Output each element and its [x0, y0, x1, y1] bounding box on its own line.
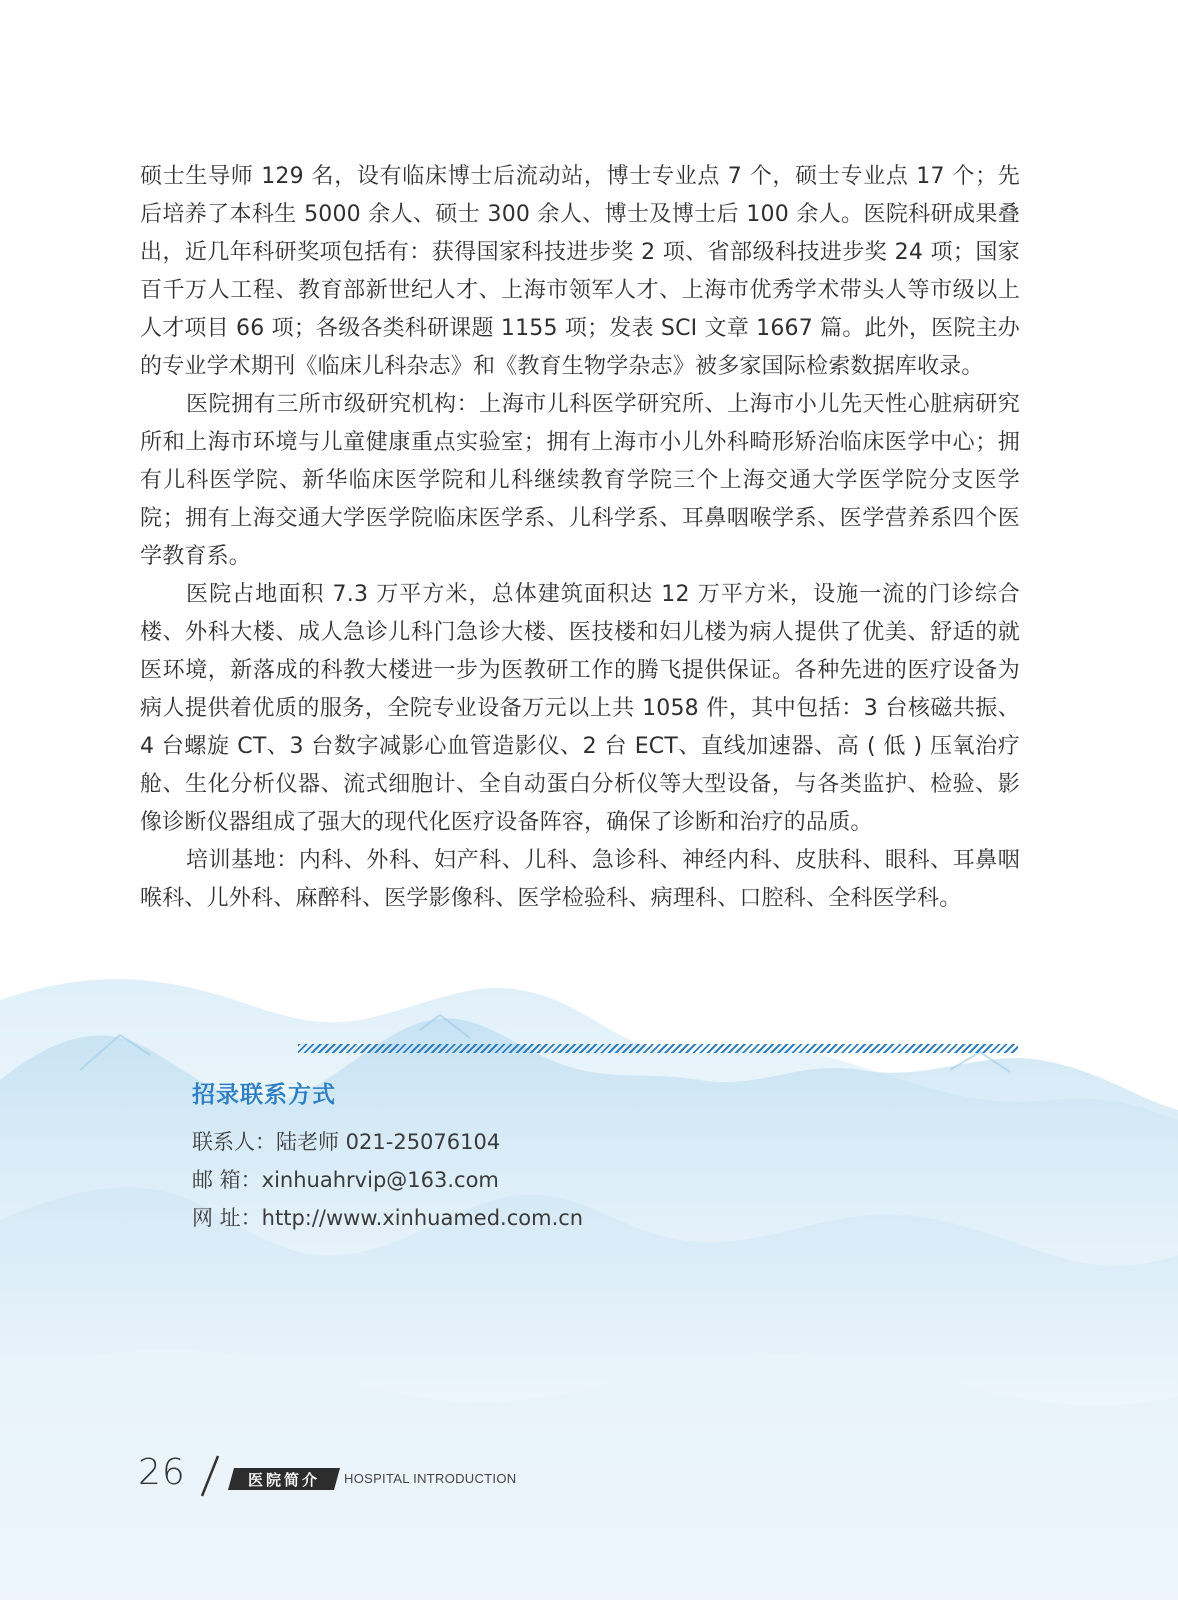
contact-title: 招录联系方式 [192, 1082, 336, 1108]
body-text [140, 158, 1020, 918]
section-label-cn: 医院简介 [248, 1471, 321, 1489]
paragraph-facilities: 医院占地面积 7.3 万平方米，总体建筑面积达 12 万平方米，设施一流的门诊综合楼、外科大楼、成人急诊儿科门急诊大楼、医技楼和妇儿楼为病人提供了优美、舒适的就医环境，新落成的科教大楼进一步为医教研工作的腾飞提供保证。各种先进的医疗设备为病人提供着优质的服务，全院专业设备万元以上共 1058 件，其中包括：3 台核磁共振、4 台螺旋 CT、3 台数字减影心血管造影仪、2 台 ECT、直线加速器、高 ( 低 ) 压氧治疗舱、生化分析仪器、流式细胞计、全自动蛋白分析仪等大型设备，与各类监护、检验、影像诊断仪器组成了强大的现代化医疗设备阵容，确保了诊断和治疗的品质。 [140, 582, 1020, 835]
paragraph-research: 硕士生导师 129 名，设有临床博士后流动站，博士专业点 7 个，硕士专业点 17 个；先后培养了本科生 5000 余人、硕士 300 余人、博士及博士后 100 余人。医院科研成果叠出，近几年科研奖项包括有：获得国家科技进步奖 2 项、省部级科技进步奖 24 项；国家百千万人工程、教育部新世纪人才、上海市领军人才、上海市优秀学术带头人等市级以上人才项目 66 项；各级各类科研课题 1155 项；发表 SCI 文章 1667 篇。此外，医院主办的专业学术期刊《临床儿科杂志》和《教育生物学杂志》被多家国际检索数据库收录。 [140, 164, 1020, 379]
contact-person: 联系人：陆老师 021-25076104 [192, 1130, 501, 1154]
contact-email[interactable]: 邮 箱：xinhuahrvip@163.com [192, 1168, 499, 1192]
mountain-background [0, 960, 1178, 1600]
slash-icon [196, 1452, 226, 1500]
paragraph-institutes: 医院拥有三所市级研究机构：上海市儿科医学研究所、上海市小儿先天性心脏病研究所和上海市环境与儿童健康重点实验室；拥有上海市小儿外科畸形矫治临床医学中心；拥有儿科医学院、新华临床医学院和儿科继续教育学院三个上海交通大学医学院分支医学院；拥有上海交通大学医学院临床医学系、儿科学系、耳鼻咽喉学系、医学营养系四个医学教育系。 [140, 392, 1020, 569]
page-number: 26 [138, 1452, 186, 1493]
section-label-en: HOSPITAL INTRODUCTION [344, 1471, 517, 1486]
paragraph-training-base: 培训基地：内科、外科、妇产科、儿科、急诊科、神经内科、皮肤科、眼科、耳鼻咽喉科、儿外科、麻醉科、医学影像科、医学检验科、病理科、口腔科、全科医学科。 [140, 848, 1020, 911]
contact-section [192, 1076, 583, 1237]
page-footer [138, 1452, 738, 1502]
contact-website[interactable]: 网 址：http://www.xinhuamed.com.cn [192, 1206, 584, 1230]
section-divider [298, 1044, 1018, 1053]
